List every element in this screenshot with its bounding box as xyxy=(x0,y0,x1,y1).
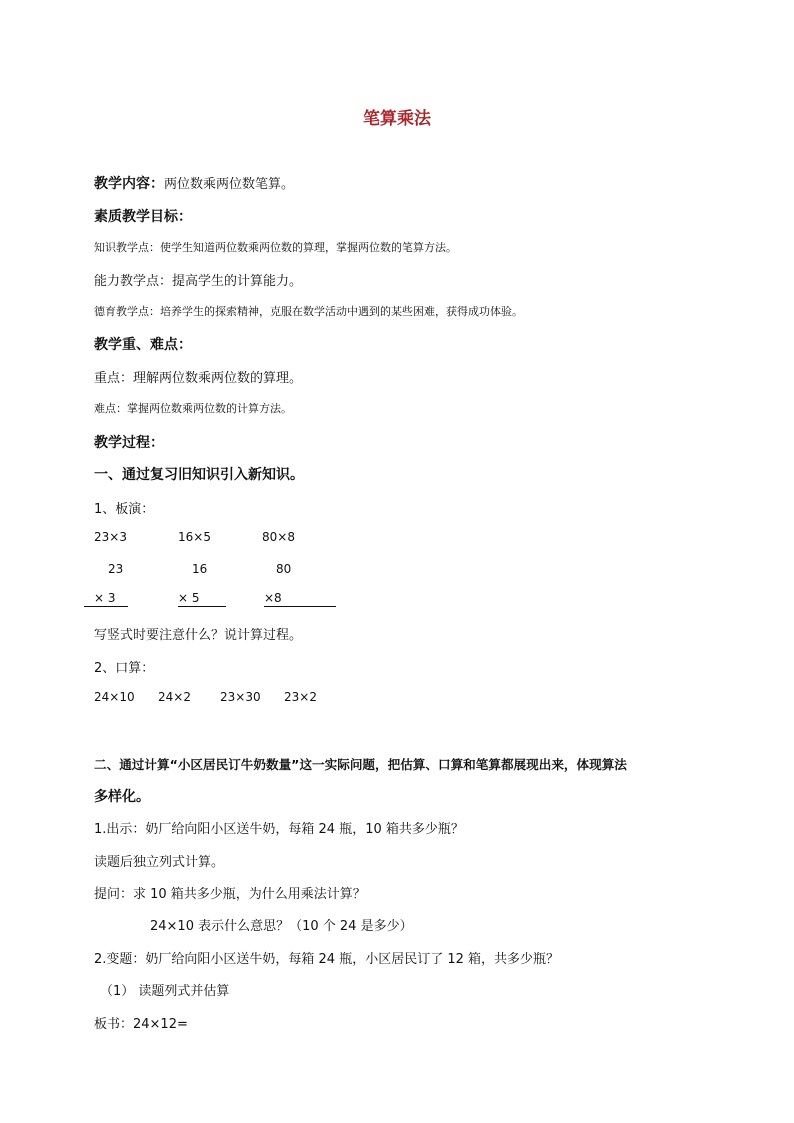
keypoints-heading: 教学重、难点： xyxy=(94,337,192,353)
goal-ability: 能力教学点：提高学生的计算能力。 xyxy=(94,274,303,289)
goal-moral: 德育教学点：培养学生的探索精神，克服在数学活动中遇到的某些困难，获得成功体验。 xyxy=(94,305,523,318)
keypoint-difficult: 难点：掌握两位数乘两位数的计算方法。 xyxy=(94,402,292,415)
part2-p6: （1） 读题列式并估算 xyxy=(100,984,230,999)
exercise-3: 80×8 xyxy=(262,530,295,544)
page-title: 笔算乘法 xyxy=(363,109,431,129)
content-value: 两位数乘两位数笔算。 xyxy=(164,177,295,192)
part2-p7: 板书：24×12= xyxy=(94,1017,188,1032)
goal-knowledge: 知识教学点：使学生知道两位数乘两位数的算理，掌握两位数的笔算方法。 xyxy=(94,241,457,254)
part2-heading-line2: 多样化。 xyxy=(94,789,150,805)
part2-p4: 24×10 表示什么意思？（10 个 24 是多少） xyxy=(150,919,413,934)
oral-3: 23×30 xyxy=(220,690,261,704)
exercise-1: 23×3 xyxy=(94,530,127,544)
content-line xyxy=(94,173,294,193)
part2-p5: 2.变题：奶厂给向阳小区送牛奶，每箱 24 瓶，小区居民订了 12 箱，共多少瓶？ xyxy=(94,952,560,967)
part1-question: 写竖式时要注意什么？说计算过程。 xyxy=(94,628,303,643)
part1-item1: 1、板演： xyxy=(94,502,155,517)
vertical-top-3: 80 xyxy=(276,562,292,576)
process-heading: 教学过程： xyxy=(94,435,164,451)
vertical-multiplier-1: × 3 xyxy=(84,591,128,607)
part2-heading-line1: 二、通过计算“小区居民订牛奶数量”这一实际问题，把估算、口算和笔算都展现出来，体现算法 xyxy=(94,757,627,772)
oral-2: 24×2 xyxy=(158,690,191,704)
vertical-top-2: 16 xyxy=(192,562,208,576)
content-label: 教学内容： xyxy=(94,176,164,192)
part1-heading: 一、通过复习旧知识引入新知识。 xyxy=(94,467,304,483)
vertical-top-1: 23 xyxy=(108,562,124,576)
goals-heading: 素质教学目标： xyxy=(94,209,192,225)
oral-4: 23×2 xyxy=(284,690,317,704)
vertical-multiplier-3: ×8 xyxy=(264,591,336,607)
oral-1: 24×10 xyxy=(94,690,135,704)
vertical-multiplier-2: × 5 xyxy=(178,591,226,607)
part1-item2: 2、口算： xyxy=(94,661,155,676)
part2-p2: 读题后独立列式计算。 xyxy=(94,855,225,870)
part2-p3: 提问：求 10 箱共多少瓶，为什么用乘法计算？ xyxy=(94,887,366,902)
keypoint-key: 重点：理解两位数乘两位数的算理。 xyxy=(94,371,303,386)
part2-p1: 1.出示：奶厂给向阳小区送牛奶，每箱 24 瓶，10 箱共多少瓶？ xyxy=(94,822,464,837)
exercise-2: 16×5 xyxy=(178,530,211,544)
